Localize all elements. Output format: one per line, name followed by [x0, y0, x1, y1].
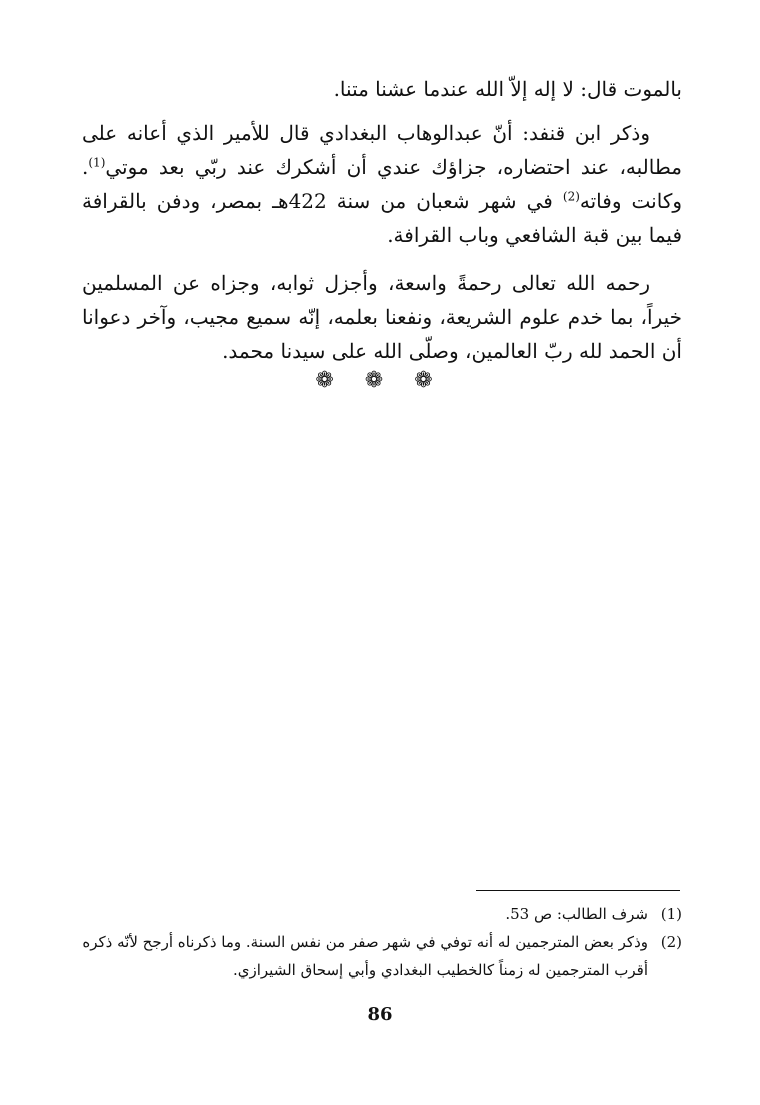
footnote-number: (2) [660, 933, 682, 951]
footnote-ref-2: (2) [562, 189, 580, 204]
footnote-ref-1: (1) [88, 155, 106, 170]
footnotes [82, 900, 682, 984]
paragraph-2-text-b: . وكانت وفاته [82, 155, 683, 213]
paragraph-2 [82, 116, 682, 252]
footnote-item [82, 900, 682, 928]
footnote-separator [476, 890, 680, 891]
paragraph-2-text-c: في شهر شعبان من سنة 422هـ بمصر، ودفن بالقرافة فيما بين قبة الشافعي وباب القرافة. [82, 189, 682, 247]
ornament-divider: ❁ ❁ ❁ [315, 368, 445, 393]
page-number: 86 [367, 1004, 393, 1025]
footnote-item [82, 928, 682, 984]
paragraph-3: رحمه الله تعالى رحمةً واسعة، وأجزل ثوابه، وجزاه عن المسلمين خيراً، بما خدم علوم الشريعة، ونفعنا بعلمه، إنّه سميع مجيب، وآخر دعوانا أن الحمد لله ربّ العالمين، وصلّى الله على سيدنا محمد. [82, 271, 682, 363]
footnote-number: (1) [660, 905, 682, 923]
paragraph-2-text-a: وذكر ابن قنفد: أنّ عبدالوهاب البغدادي قال للأمير الذي أعانه على مطالبه، عند احتضاره، جزاؤك عندي أن أشكرك عند ربّي بعد موتي [82, 121, 682, 179]
main-text [82, 72, 682, 368]
paragraph-1: بالموت قال: لا إله إلاّ الله عندما عشنا متنا. [333, 77, 682, 101]
footnote-text: شرف الطالب: ص 53. [505, 905, 648, 923]
footnote-text: وذكر بعض المترجمين له أنه توفي في شهر صفر من نفس السنة. وما ذكرناه أرجح لأنّه ذكره أقرب المترجمين له زمناً كالخطيب البغدادي وأبي إسحاق الشيرازي. [82, 933, 648, 979]
